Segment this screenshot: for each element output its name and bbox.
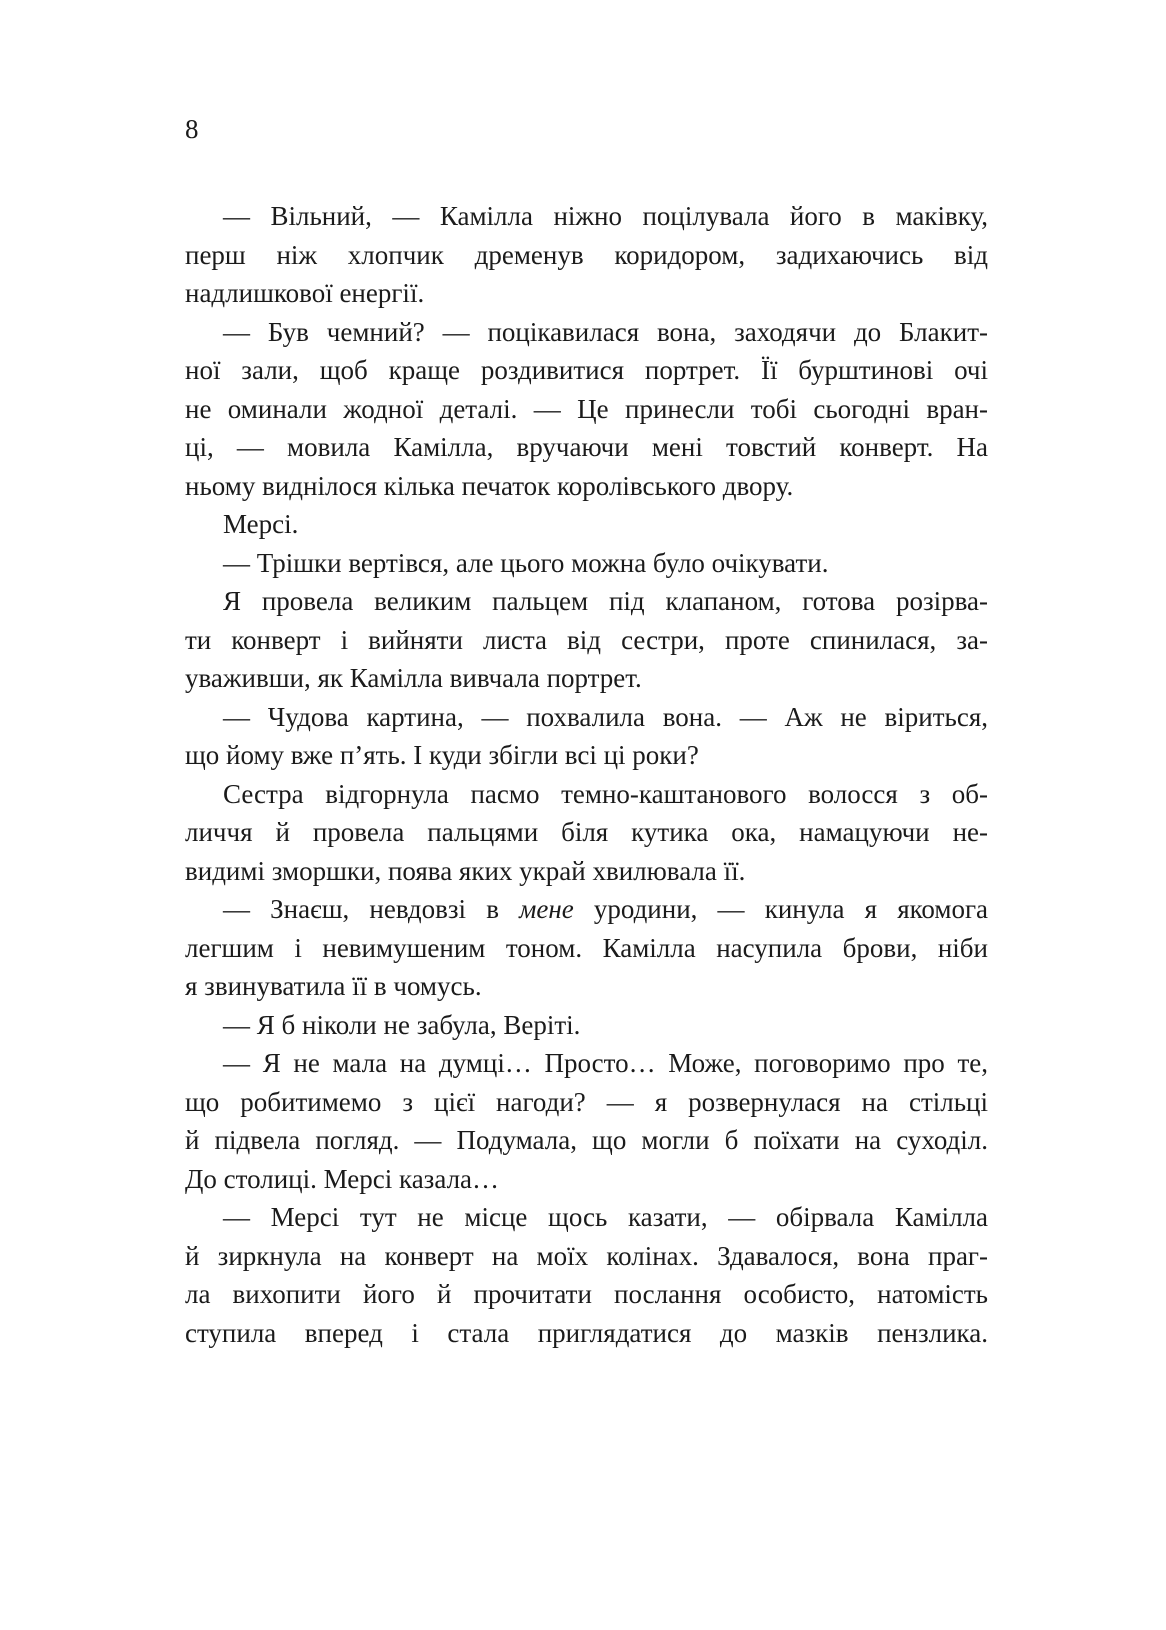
- paragraph: [185, 775, 988, 891]
- text-line: ньому виднілося кілька печаток королівського двору.: [185, 470, 794, 501]
- paragraph: [185, 313, 988, 506]
- text-line: — Мерсі тут не місце щось казати, — обірвала Камілла: [223, 1202, 988, 1232]
- text-line: Я провела великим пальцем під клапаном, готова розірва-: [223, 586, 988, 616]
- paragraph: [185, 1044, 988, 1198]
- text-line: ла вихопити його й прочитати послання особисто, натомість: [185, 1279, 988, 1309]
- text-line: Мерсі.: [223, 509, 299, 539]
- text-line: — Я не мала на думці… Просто… Може, поговоримо про те,: [223, 1048, 988, 1078]
- paragraph: [185, 505, 988, 544]
- text-line: — Знаєш, невдовзі в мене уродини, — кинула я якомога: [223, 894, 989, 924]
- text-line: надлишкової енергії.: [185, 278, 425, 308]
- text-line: — Вільний, — Камілла ніжно поцілувала його в маківку,: [223, 201, 988, 231]
- text-line: легшим і невимушеним тоном. Камілла насупила брови, ніби: [185, 932, 988, 963]
- text-line: Сестра відгорнула пасмо темно-каштанового волосся з об-: [223, 778, 988, 809]
- text-line: — Я б ніколи не забула, Веріті.: [223, 1009, 581, 1040]
- paragraph: [185, 890, 988, 1006]
- text-line: видимі зморшки, поява яких украй хвилювала її.: [185, 855, 746, 886]
- page-text: [185, 197, 988, 1352]
- paragraph: [185, 698, 988, 775]
- text-line: ступила вперед і стала приглядатися до мазків пензлика.: [185, 1317, 988, 1348]
- page-number: 8: [185, 114, 199, 144]
- text-line: що йому вже п’ять. І куди збігли всі ці роки?: [185, 740, 699, 770]
- text-line: До столиці. Мерсі казала…: [185, 1163, 500, 1194]
- text-line: ної зали, щоб краще роздивитися портрет. Її бурштинові очі: [185, 355, 988, 385]
- paragraph: [185, 1198, 988, 1352]
- text-line: що робитимемо з цієї нагоди? — я розвернулася на стільці: [185, 1086, 988, 1117]
- text-line: — Чудова картина, — похвалила вона. — Аж не віриться,: [223, 701, 988, 732]
- text-line: не оминали жодної деталі. — Це принесли тобі сьогодні вран-: [185, 393, 988, 424]
- paragraph: [185, 197, 988, 313]
- text-line: я звинуватила її в чомусь.: [185, 971, 482, 1001]
- text-line: ці, — мовила Камілла, вручаючи мені товстий конверт. На: [185, 432, 988, 462]
- paragraph: [185, 1006, 988, 1045]
- text-line: — Був чемний? — поцікавилася вона, заходячи до Блакит-: [223, 316, 988, 347]
- text-line: й зиркнула на конверт на моїх колінах. Здавалося, вона праг-: [185, 1240, 988, 1271]
- text-line: личчя й провела пальцями біля кутика ока, намацуючи не-: [185, 817, 988, 847]
- text-line: уваживши, як Камілла вивчала портрет.: [185, 663, 642, 693]
- text-line: перш ніж хлопчик дременув коридором, задихаючись від: [185, 239, 988, 270]
- text-line: ти конверт і вийняти листа від сестри, проте спинилася, за-: [185, 624, 988, 655]
- italic-text: мене: [519, 894, 574, 924]
- text-line: — Трішки вертівся, але цього можна було очікувати.: [223, 547, 829, 578]
- paragraph: [185, 544, 988, 583]
- paragraph: [185, 582, 988, 698]
- text-line: й підвела погляд. — Подумала, що могли б поїхати на суходіл.: [185, 1125, 988, 1155]
